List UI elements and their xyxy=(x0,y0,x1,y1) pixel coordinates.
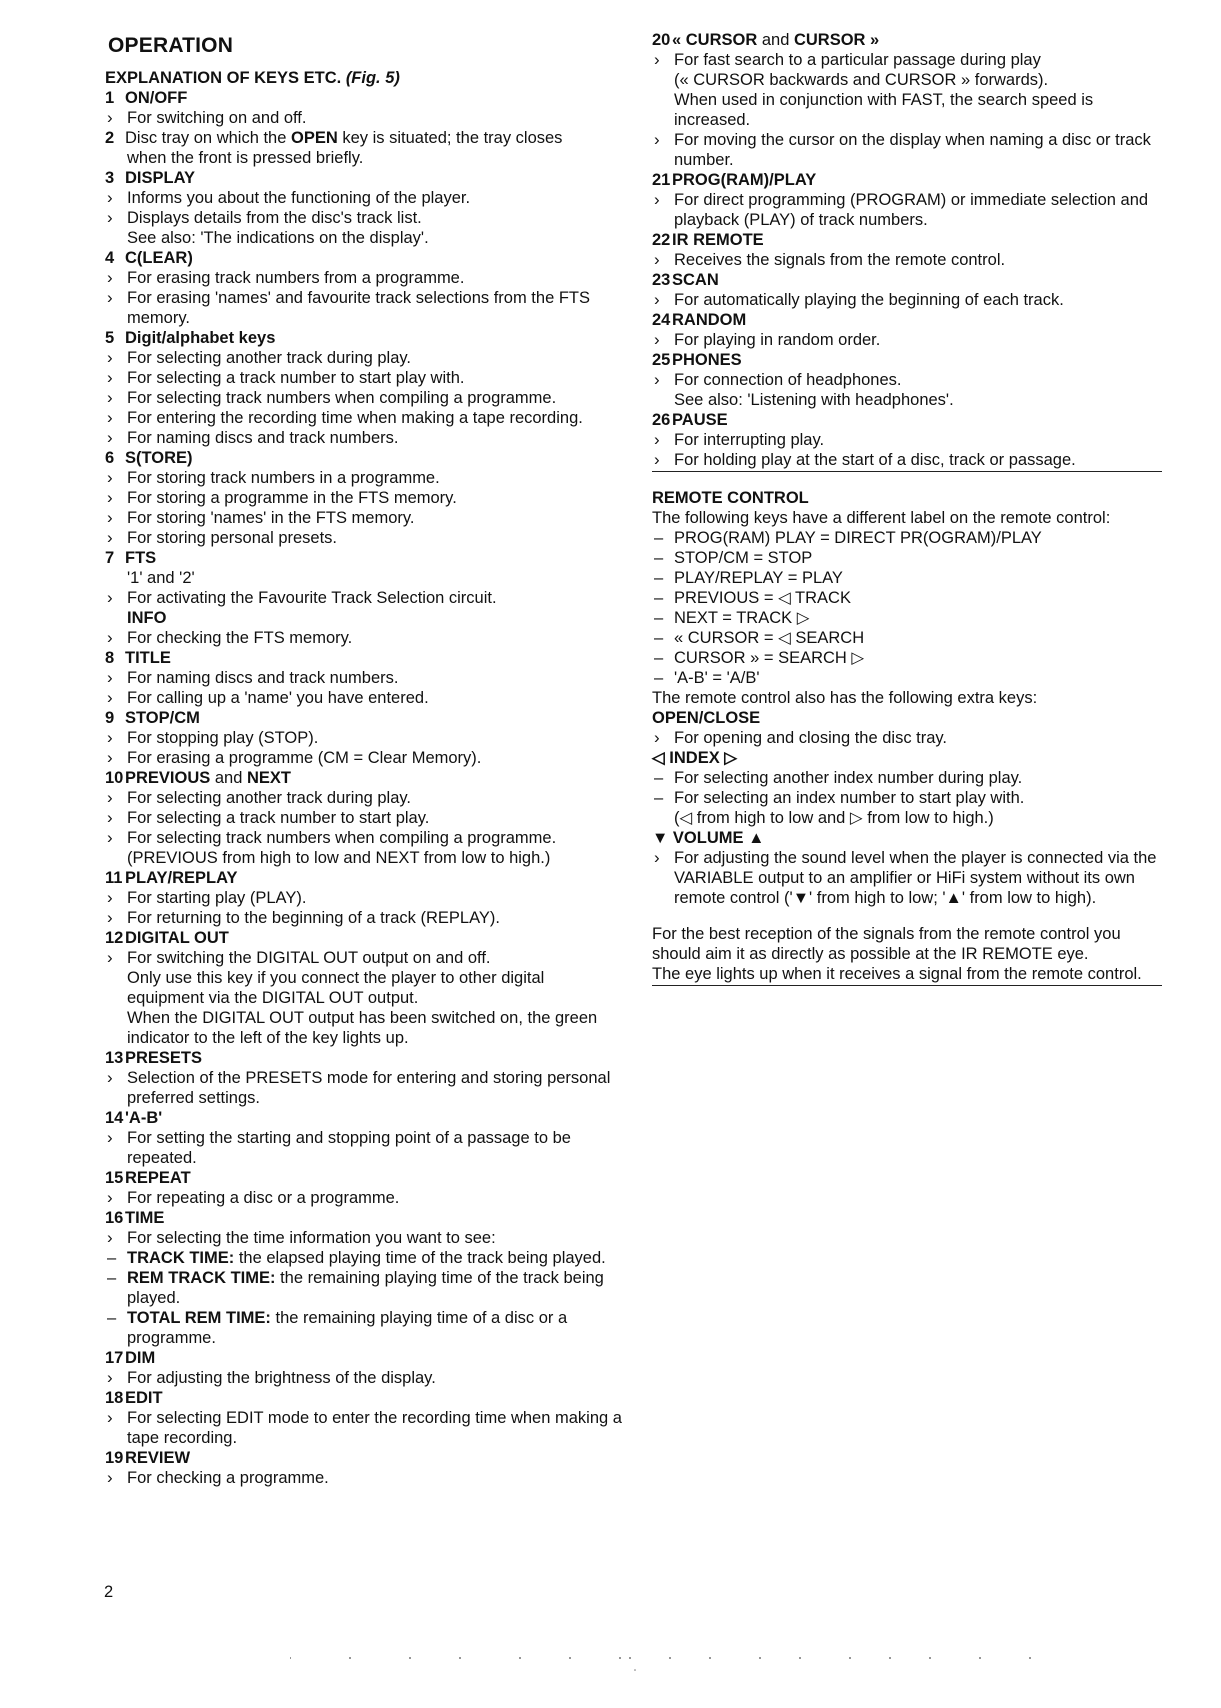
key-entry xyxy=(105,1208,625,1348)
key-bullet: › For entering the recording time when making a tape recording. xyxy=(105,408,625,428)
reception-note: For the best reception of the signals from the remote control you should aim it as directly as possible at the IR REMOTE eye. The eye lights up when it receives a signal from the remote control. xyxy=(652,924,1162,986)
key-heading: 10PREVIOUS and NEXT xyxy=(105,769,291,787)
key-bullet: › For selecting another track during play. xyxy=(105,348,625,368)
key-heading: 7 FTS xyxy=(105,549,157,567)
remote-mapping-item: – PROG(RAM) PLAY = DIRECT PR(OGRAM)/PLAY xyxy=(652,528,1162,548)
key-bullet: › For automatically playing the beginning of each track. xyxy=(652,290,1162,310)
open-close-line: › For opening and closing the disc tray. xyxy=(652,728,1162,748)
key-heading: 24RANDOM xyxy=(652,311,747,329)
key-entry xyxy=(652,230,1162,270)
key-bullet: › For checking a programme. xyxy=(105,1468,625,1488)
key-subheading: INFO xyxy=(127,609,167,627)
key-entry xyxy=(105,648,625,708)
key-entry xyxy=(652,310,1162,350)
key-heading: 5 Digit/alphabet keys xyxy=(105,329,276,347)
key-bullet: › For erasing 'names' and favourite track selections from the FTS memory. xyxy=(105,288,625,328)
key-bullet: › For selecting EDIT mode to enter the recording time when making a tape recording. xyxy=(105,1408,625,1448)
key-entry xyxy=(105,1448,625,1488)
key-heading: 23SCAN xyxy=(652,271,719,289)
key-dash-item: – REM TRACK TIME: the remaining playing time of the track being played. xyxy=(105,1268,625,1308)
key-heading: 17DIM xyxy=(105,1349,156,1367)
page-title: OPERATION xyxy=(108,34,234,57)
key-heading: 9 STOP/CM xyxy=(105,709,200,727)
key-entry xyxy=(105,1108,625,1168)
key-bullet: › For fast search to a particular passage during play xyxy=(652,50,1162,70)
key-heading: 14'A-B' xyxy=(105,1109,163,1127)
key-heading: 1 ON/OFF xyxy=(105,89,188,107)
key-entry xyxy=(105,548,625,648)
key-entry xyxy=(652,270,1162,310)
key-note: See also: 'The indications on the display'. xyxy=(127,229,429,247)
key-heading: 25PHONES xyxy=(652,351,742,369)
key-list-left xyxy=(105,88,625,1488)
key-heading: 11 PLAY/REPLAY xyxy=(105,869,238,887)
key-note: (PREVIOUS from high to low and NEXT from low to high.) xyxy=(127,849,551,867)
key-bullet: › Selection of the PRESETS mode for entering and storing personal preferred settings. xyxy=(105,1068,625,1108)
page-number: 2 xyxy=(104,1583,114,1601)
remote-mapping-item: – NEXT = TRACK ▷ xyxy=(652,608,1162,628)
key-bullet: › For selecting a track number to start play with. xyxy=(105,368,625,388)
key-bullet: › For switching the DIGITAL OUT output on and off. xyxy=(105,948,625,968)
key-heading: 21PROG(RAM)/PLAY xyxy=(652,171,817,189)
remote-mapping-item: – « CURSOR = ◁ SEARCH xyxy=(652,628,1162,648)
key-note: When the DIGITAL OUT output has been switched on, the green indicator to the left of the key lights up. xyxy=(127,1009,598,1047)
remote-control-section xyxy=(652,488,1162,986)
key-entry xyxy=(652,30,1162,170)
key-bullet: › For calling up a 'name' you have entered. xyxy=(105,688,625,708)
key-bullet: › For switching on and off. xyxy=(105,108,625,128)
key-heading: 15REPEAT xyxy=(105,1169,191,1187)
index-note: (◁ from high to low and ▷ from low to high.) xyxy=(674,809,994,827)
key-note: When used in conjunction with FAST, the search speed is increased. xyxy=(674,91,1094,129)
key-bullet: › For activating the Favourite Track Selection circuit. xyxy=(105,588,625,608)
key-heading: 8 TITLE xyxy=(105,649,171,667)
key-heading: 12DIGITAL OUT xyxy=(105,929,229,947)
key-entry xyxy=(105,128,625,168)
key-bullet: › For connection of headphones. xyxy=(652,370,1162,390)
key-bullet: › For adjusting the brightness of the display. xyxy=(105,1368,625,1388)
key-entry xyxy=(105,1388,625,1448)
key-heading: 4 C(LEAR) xyxy=(105,249,193,267)
remote-extra-intro: The remote control also has the following extra keys: xyxy=(652,689,1038,707)
key-entry xyxy=(105,768,625,868)
left-column xyxy=(105,30,625,1488)
volume-heading: ▼ VOLUME ▲ xyxy=(652,829,765,847)
key-bullet: › For selecting track numbers when compiling a programme. xyxy=(105,828,625,848)
key-entry xyxy=(105,868,625,928)
key-heading: 18EDIT xyxy=(105,1389,163,1407)
key-bullet: › For interrupting play. xyxy=(652,430,1162,450)
key-entry xyxy=(652,350,1162,410)
key-bullet: › For selecting a track number to start play. xyxy=(105,808,625,828)
key-bullet: › For starting play (PLAY). xyxy=(105,888,625,908)
key-bullet: › For storing a programme in the FTS memory. xyxy=(105,488,625,508)
remote-mapping-item: – STOP/CM = STOP xyxy=(652,548,1162,568)
key-heading: 2 Disc tray on which the OPEN key is situated; the tray closes xyxy=(105,129,563,147)
key-bullet: › For checking the FTS memory. xyxy=(105,628,625,648)
key-note: See also: 'Listening with headphones'. xyxy=(674,391,954,409)
remote-mapping-item: – CURSOR » = SEARCH ▷ xyxy=(652,648,1162,668)
key-heading: 19REVIEW xyxy=(105,1449,191,1467)
key-bullet: › For direct programming (PROGRAM) or immediate selection and playback (PLAY) of track numbers. xyxy=(652,190,1162,230)
key-bullet: › Informs you about the functioning of the player. xyxy=(105,188,625,208)
key-heading: 20« CURSOR and CURSOR » xyxy=(652,31,880,49)
key-bullet: › For storing track numbers in a programme. xyxy=(105,468,625,488)
key-entry xyxy=(105,708,625,768)
key-heading: 6 S(TORE) xyxy=(105,449,193,467)
section-subtitle: EXPLANATION OF KEYS ETC. (Fig. 5) xyxy=(105,69,400,87)
key-note: '1' and '2' xyxy=(127,569,195,587)
index-heading: ◁ INDEX ▷ xyxy=(652,749,737,767)
key-bullet: › For stopping play (STOP). xyxy=(105,728,625,748)
key-bullet: › Displays details from the disc's track list. xyxy=(105,208,625,228)
key-entry xyxy=(105,1348,625,1388)
right-column xyxy=(652,30,1162,986)
key-note: Only use this key if you connect the player to other digital equipment via the DIGITAL OUT output. xyxy=(127,969,545,1007)
scan-artifact-dots xyxy=(290,1650,1070,1680)
key-bullet: › For moving the cursor on the display when naming a disc or track number. xyxy=(652,130,1162,170)
key-bullet: › For playing in random order. xyxy=(652,330,1162,350)
key-bullet: › For selecting another track during play. xyxy=(105,788,625,808)
key-bullet: › For storing 'names' in the FTS memory. xyxy=(105,508,625,528)
key-entry xyxy=(105,248,625,328)
key-heading: 26PAUSE xyxy=(652,411,728,429)
key-heading: 16TIME xyxy=(105,1209,165,1227)
key-entry xyxy=(652,170,1162,230)
key-bullet: › For naming discs and track numbers. xyxy=(105,428,625,448)
key-bullet: › For repeating a disc or a programme. xyxy=(105,1188,625,1208)
key-bullet: › For setting the starting and stopping point of a passage to be repeated. xyxy=(105,1128,625,1168)
remote-mapping-item: – PLAY/REPLAY = PLAY xyxy=(652,568,1162,588)
key-bullet: › For erasing a programme (CM = Clear Memory). xyxy=(105,748,625,768)
remote-mapping-list xyxy=(652,528,1162,688)
key-bullet: › For naming discs and track numbers. xyxy=(105,668,625,688)
key-entry xyxy=(105,168,625,248)
key-bullet: › Receives the signals from the remote control. xyxy=(652,250,1162,270)
remote-intro: The following keys have a different label on the remote control: xyxy=(652,509,1111,527)
remote-heading: REMOTE CONTROL xyxy=(652,489,809,507)
key-bullet: › For storing personal presets. xyxy=(105,528,625,548)
volume-line: › For adjusting the sound level when the player is connected via the VARIABLE output to an amplifier or HiFi system without its own remote control ('▼' from high to low; '▲' from low to high). xyxy=(652,848,1162,908)
key-dash-item: – TOTAL REM TIME: the remaining playing time of a disc or a programme. xyxy=(105,1308,625,1348)
key-entry xyxy=(105,328,625,448)
key-bullet: › For erasing track numbers from a programme. xyxy=(105,268,625,288)
key-note: when the front is pressed briefly. xyxy=(127,149,364,167)
key-entry xyxy=(105,1168,625,1208)
key-dash-item: – TRACK TIME: the elapsed playing time of the track being played. xyxy=(105,1248,625,1268)
key-entry xyxy=(105,88,625,128)
key-entry xyxy=(105,928,625,1048)
key-note: (« CURSOR backwards and CURSOR » forwards). xyxy=(674,71,1049,89)
key-bullet: › For selecting track numbers when compiling a programme. xyxy=(105,388,625,408)
index-line: – For selecting an index number to start play with. xyxy=(652,788,1162,808)
key-heading: 22IR REMOTE xyxy=(652,231,764,249)
key-entry xyxy=(105,1048,625,1108)
index-line: – For selecting another index number during play. xyxy=(652,768,1162,788)
key-bullet: › For holding play at the start of a disc, track or passage. xyxy=(652,450,1162,470)
remote-mapping-item: – 'A-B' = 'A/B' xyxy=(652,668,1162,688)
key-bullet: › For returning to the beginning of a track (REPLAY). xyxy=(105,908,625,928)
key-bullet: › For selecting the time information you want to see: xyxy=(105,1228,625,1248)
key-list-right xyxy=(652,30,1162,472)
key-entry xyxy=(105,448,625,548)
key-heading: 3 DISPLAY xyxy=(105,169,195,187)
open-close-heading: OPEN/CLOSE xyxy=(652,709,761,727)
remote-mapping-item: – PREVIOUS = ◁ TRACK xyxy=(652,588,1162,608)
key-heading: 13PRESETS xyxy=(105,1049,203,1067)
key-entry xyxy=(652,410,1162,470)
